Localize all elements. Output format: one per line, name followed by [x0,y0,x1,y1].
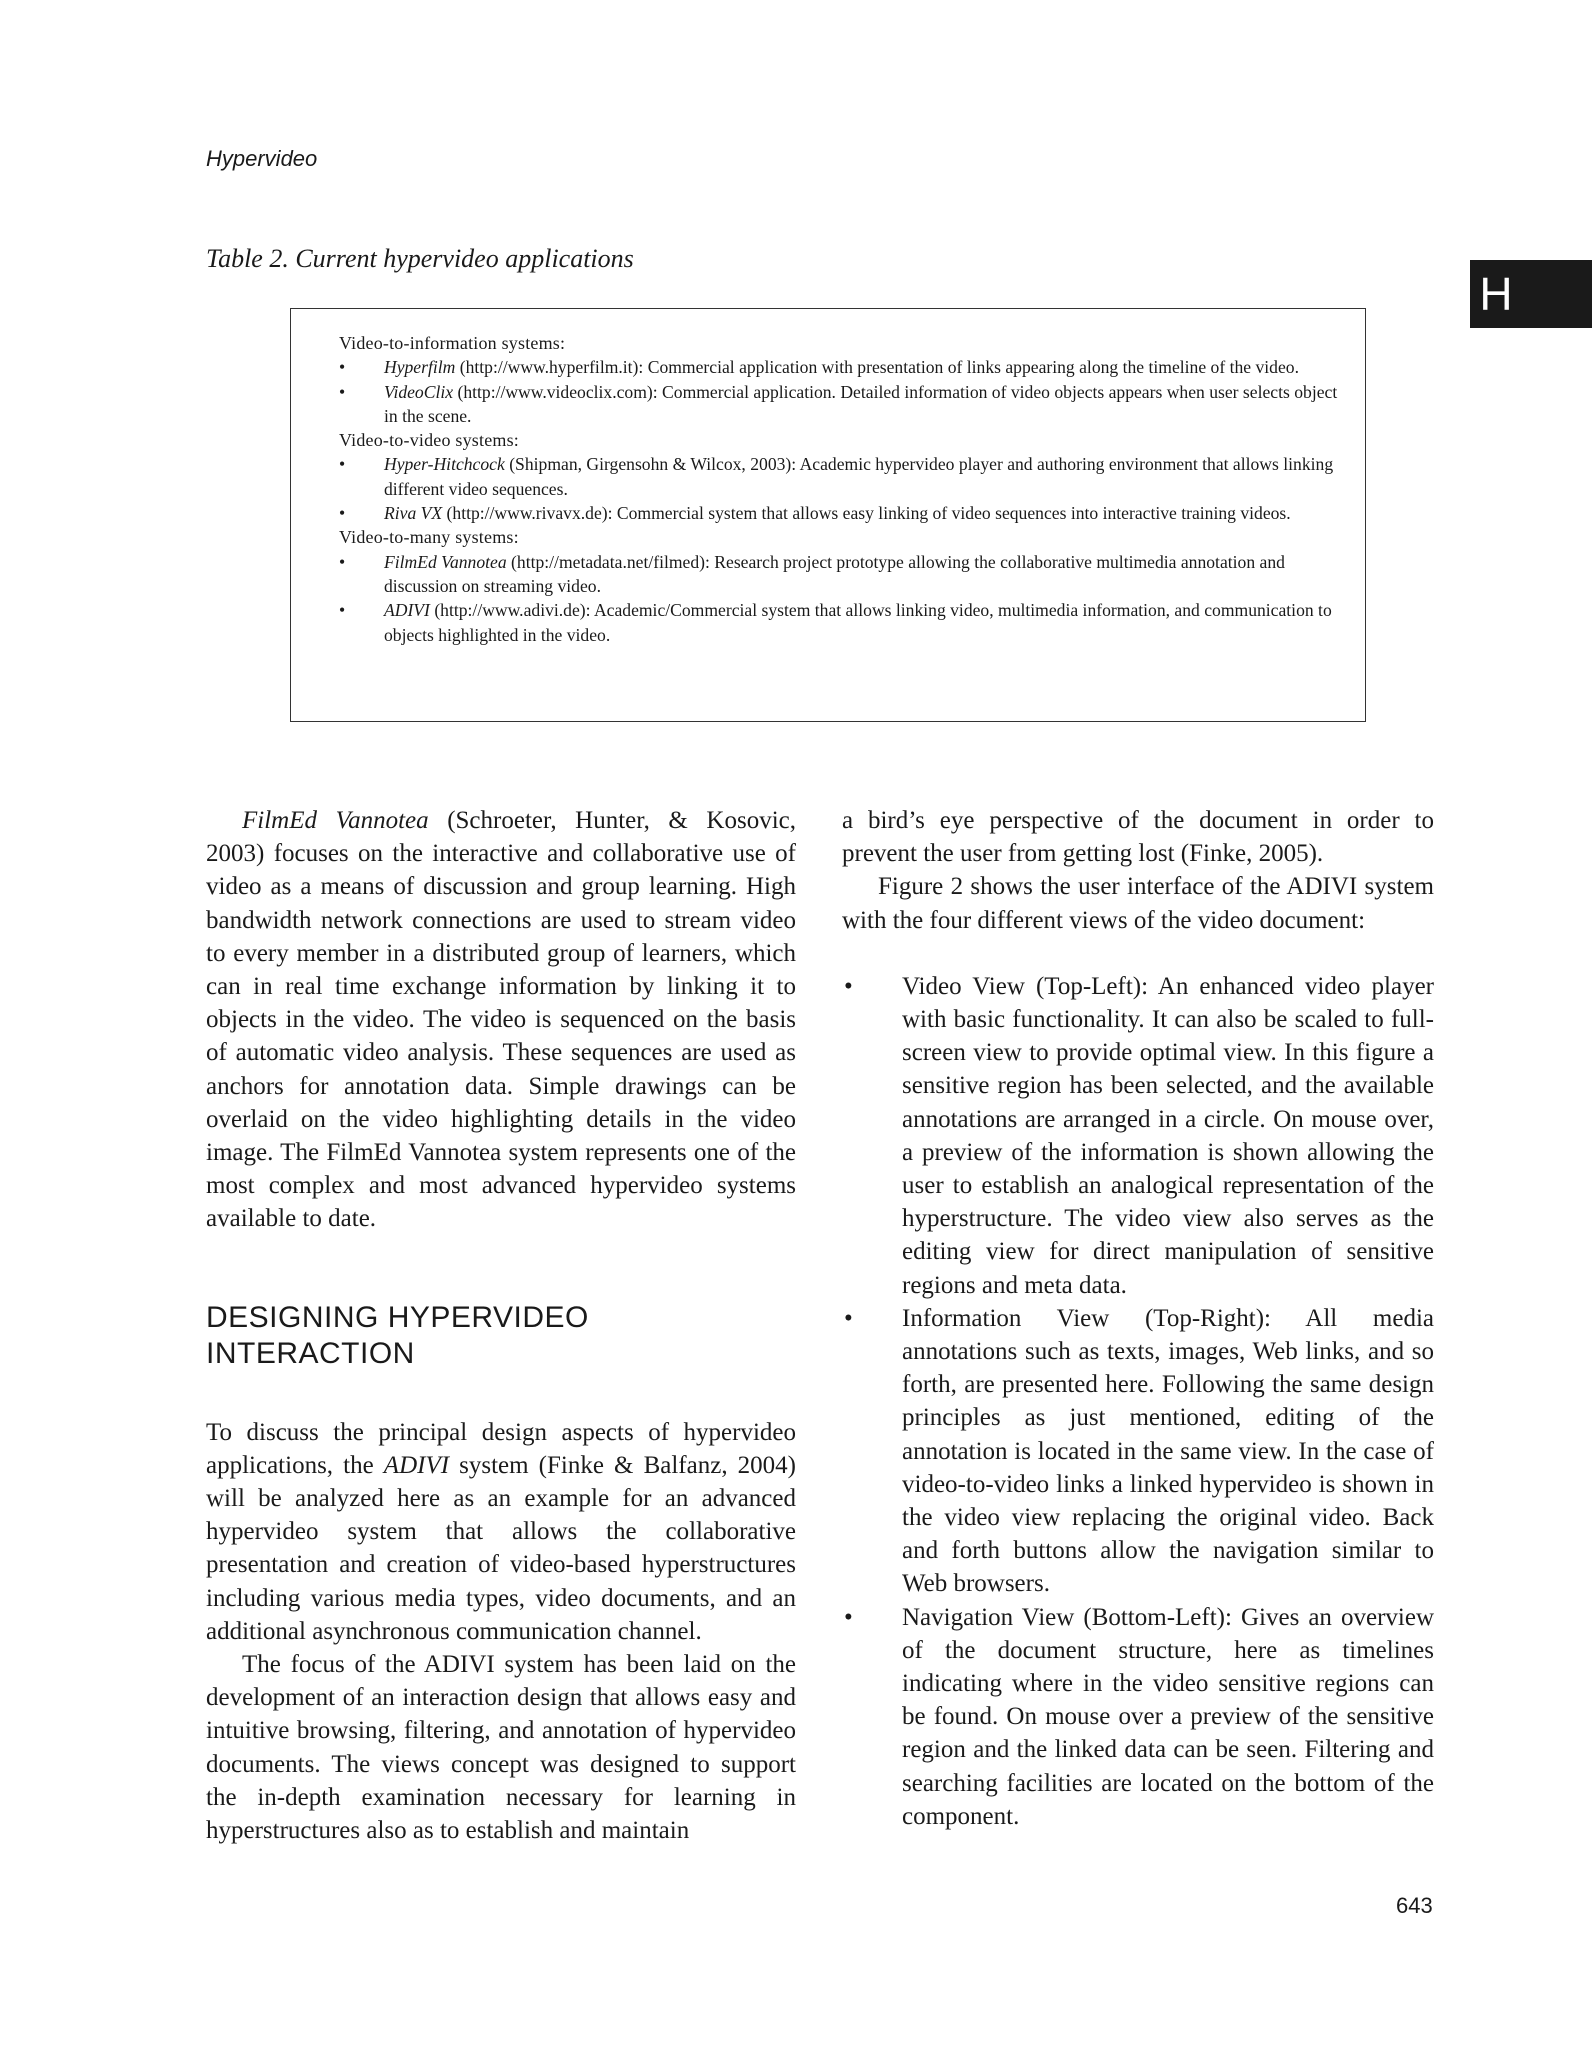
entry-text: (http://metadata.net/filmed): Research project prototype allowing the collaborative multimedia annotation and discussion on streaming video. [384,551,1285,596]
table-entry [339,550,1354,599]
body-paragraph: The focus of the ADIVI system has been laid on the development of an interaction design that allows easy and intuitive browsing, filtering, and annotation of hypervideo documents. The views concept was designed to support the in-depth examination necessary for learning in hyperstructures also as to establish and maintain [206,1651,796,1845]
paragraph-lead-italic: FilmEd Vannotea [242,807,429,834]
table-entry [339,501,1354,525]
paragraph-text: To discuss the principal design aspects of hypervideo applications, the [206,1418,796,1479]
entry-text: (http://www.hyperfilm.it): Commercial application with presentation of links appearing along the timeline of the video. [455,357,1299,378]
table-group [339,331,1365,428]
entry-text: (http://www.adivi.de): Academic/Commercial system that allows linking video, multimedia information, and communication to objects highlighted in the video. [384,600,1332,645]
views-list [842,970,1434,1833]
table-entry [339,452,1354,501]
list-item-text: Navigation View (Bottom-Left): Gives an overview of the document structure, here as timelines indicating where in the video sensitive regions can be found. On mouse over a preview of the sensitive region and the linked data can be seen. Filtering and searching facilities are located on the bottom of the component. [902,1603,1434,1830]
bullet-icon: • [339,381,346,402]
body-paragraph: a bird’s eye perspective of the document in order to prevent the user from getting lost (Finke, 2005). [842,807,1434,868]
entry-name: VideoClix [384,381,454,402]
right-column [842,804,1434,1833]
section-letter-tab [1470,260,1592,328]
entry-text: (http://www.rivavx.de): Commercial system that allows easy linking of video sequences into interactive training videos. [442,503,1291,524]
entry-name: FilmEd Vannotea [384,551,507,572]
entry-name: Hyper-Hitchcock [384,454,505,475]
entry-text: (http://www.videoclix.com): Commercial application. Detailed information of video objects appears when user selects object in the scene. [384,381,1338,426]
list-item [842,1601,1434,1833]
section-heading: DESIGNING HYPERVIDEO INTERACTION [206,1300,589,1370]
table-group [339,525,1365,646]
paragraph-text: (Schroeter, Hunter, & Kosovic, 2003) focuses on the interactive and collaborative use of video as a means of discussion and group learning. High bandwidth network connections are used to stream video to every member in a distributed group of learners, which can in real time exchange information by linking it to objects in the video. The video is sequenced on the basis of automatic video analysis. These sequences are used as anchors for annotation data. Simple drawings can be overlaid on the video highlighting details in the video image. The FilmEd Vannotea system represents one of the most complex and most advanced hypervideo systems available to date. [206,807,797,1233]
table-group [339,428,1365,525]
page-number: 643 [1396,1893,1433,1918]
list-item [842,970,1434,1302]
paragraph-italic: ADIVI [383,1451,450,1479]
table-group-heading: Video-to-many systems: [339,527,519,548]
table-group-heading: Video-to-information systems: [339,333,566,353]
list-item [842,1302,1434,1601]
bullet-icon: • [844,972,853,1000]
table-entry [339,380,1354,429]
entry-name: Riva VX [384,503,443,524]
bullet-icon: • [339,600,346,621]
body-paragraph [206,804,796,1236]
table-entry [339,355,1354,379]
table-caption: Table 2. Current hypervideo applications [206,244,634,273]
entry-name: Hyperfilm [384,357,456,378]
list-item-text: Information View (Top-Right): All media annotations such as texts, images, Web links, and so forth, are presented here. Following the same design principles as just mentioned, editing of the annotation is located in the same view. In the case of video-to-video links a linked hypervideo is shown in the video view replacing the original video. Back and forth buttons allow the navigation similar to Web browsers. [902,1304,1434,1598]
list-item-text: Video View (Top-Left): An enhanced video player with basic functionality. It can also be scaled to full-screen view to provide optimal view. In this figure a sensitive region has been selected, and the available annotations are arranged in a circle. On mouse over, a preview of the information is shown allowing the user to establish an analogical representation of the hyperstructure. The video view also serves as the editing view for direct manipulation of sensitive regions and meta data. [902,972,1434,1299]
bullet-icon: • [339,454,346,475]
applications-table [290,308,1366,722]
entry-name: ADIVI [384,600,430,621]
entry-text: (Shipman, Girgensohn & Wilcox, 2003): Academic hypervideo player and authoring environment that allows linking different video sequences. [384,454,1334,499]
table-group-heading: Video-to-video systems: [339,430,519,451]
running-header: Hypervideo [206,146,318,171]
bullet-icon: • [844,1603,853,1631]
bullet-icon: • [844,1304,853,1332]
body-paragraph: Figure 2 shows the user interface of the ADIVI system with the four different views of the video document: [842,873,1434,934]
table-entry [339,598,1354,647]
body-paragraph [206,1416,796,1648]
bullet-icon: • [339,503,346,524]
bullet-icon: • [339,551,346,572]
bullet-icon: • [339,357,346,378]
left-column [206,804,796,1847]
section-letter: H [1479,268,1513,320]
paragraph-text: system (Finke & Balfanz, 2004) will be analyzed here as an example for an advanced hypervideo system that allows the collaborative presentation and creation of video-based hyperstructures including various media types, video documents, and an additional asynchronous communication channel. [206,1451,796,1645]
